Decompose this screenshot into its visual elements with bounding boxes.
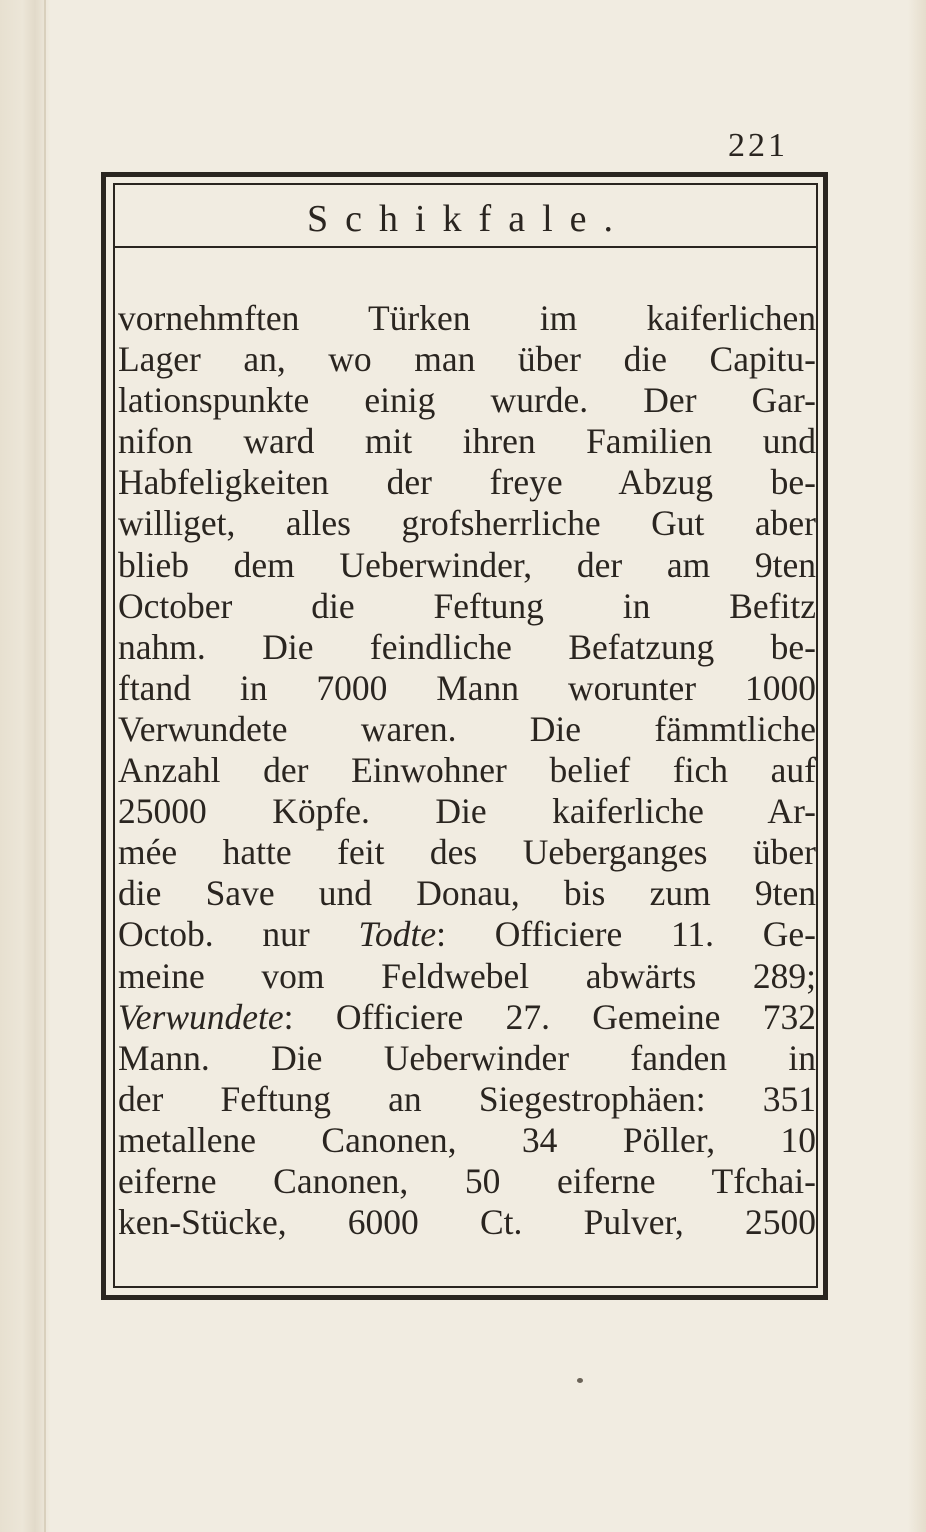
text-line: [118, 298, 816, 339]
text-line: [118, 339, 816, 380]
text-line: [118, 668, 816, 709]
text-segment: Mann. Die Ueberwinder fanden in: [118, 1037, 816, 1078]
text-segment: nahm. Die feindliche Befatzung be-: [118, 626, 816, 667]
text-line: [118, 380, 816, 421]
text-line: [118, 462, 816, 503]
text-line: [118, 627, 816, 668]
text-line: [118, 914, 816, 955]
italic-term: Verwundete: [118, 996, 284, 1037]
text-segment: Lager an, wo man über die Capitu-: [118, 339, 816, 380]
frame-outer-left-border: [101, 172, 106, 1300]
text-line: [118, 545, 816, 586]
text-line: [118, 873, 816, 914]
text-segment: Verwundete waren. Die fämmtliche: [118, 708, 816, 749]
text-segment: ken-Stücke, 6000 Ct. Pulver, 2500: [118, 1202, 816, 1243]
frame-outer-bottom-border: [101, 1295, 828, 1300]
frame-inner-right-border: [816, 183, 818, 1288]
text-line: [118, 709, 816, 750]
text-segment: : Officiere 11. Ge-: [436, 914, 816, 955]
text-segment: williget, alles grofsherrliche Gut aber: [118, 503, 816, 544]
text-line: [118, 1079, 816, 1120]
body-text: [118, 298, 816, 1243]
frame-inner-bottom-border: [113, 1286, 818, 1288]
text-segment: : Officiere 27. Gemeine 732: [283, 996, 816, 1037]
text-line: [118, 1120, 816, 1161]
text-segment: vornehmften Türken im kaiferlichen: [118, 298, 816, 338]
text-segment: Anzahl der Einwohner belief fich auf: [118, 750, 816, 791]
text-segment: nifon ward mit ihren Familien und: [118, 421, 816, 462]
text-line: [118, 1161, 816, 1202]
text-segment: metallene Canonen, 34 Pöller, 10: [118, 1119, 816, 1160]
text-segment: Habfeligkeiten der freye Abzug be-: [118, 462, 816, 503]
text-line: [118, 956, 816, 997]
text-line: [118, 1202, 816, 1243]
book-gutter-shadow: [0, 0, 50, 1532]
text-segment: October die Feftung in Befitz: [118, 585, 816, 626]
page-fold-line: [44, 0, 46, 1532]
text-segment: meine vom Feldwebel abwärts 289;: [118, 955, 816, 996]
running-head: Schikfale.: [306, 198, 630, 240]
text-line: [118, 832, 816, 873]
text-segment: 25000 Köpfe. Die kaiferliche Ar-: [118, 791, 816, 832]
text-line: [118, 421, 816, 462]
ink-speck: [577, 1378, 583, 1383]
italic-term: Todte: [358, 914, 437, 955]
frame-inner-top-border: [113, 183, 817, 185]
text-segment: lationspunkte einig wurde. Der Gar-: [118, 380, 816, 421]
text-segment: die Save und Donau, bis zum 9ten: [118, 873, 816, 914]
page-number: 221: [728, 127, 788, 164]
text-segment: eiferne Canonen, 50 eiferne Tfchai-: [118, 1160, 816, 1201]
text-line: [118, 1038, 816, 1079]
page-edge-shadow: [908, 0, 926, 1532]
frame-outer-top-border: [101, 172, 828, 177]
frame-outer-right-border: [823, 172, 828, 1300]
running-head-rule: [115, 246, 816, 248]
text-line: [118, 791, 816, 832]
text-segment: der Feftung an Siegestrophäen: 351: [118, 1078, 816, 1119]
text-line: [118, 750, 816, 791]
text-line: [118, 997, 816, 1038]
text-segment: Octob. nur: [118, 914, 359, 955]
text-line: [118, 586, 816, 627]
text-segment: mée hatte feit des Ueberganges über: [118, 832, 816, 873]
frame-inner-left-border: [113, 183, 115, 1288]
text-segment: ftand in 7000 Mann worunter 1000: [118, 667, 816, 708]
text-segment: blieb dem Ueberwinder, der am 9ten: [118, 544, 816, 585]
text-line: [118, 503, 816, 544]
